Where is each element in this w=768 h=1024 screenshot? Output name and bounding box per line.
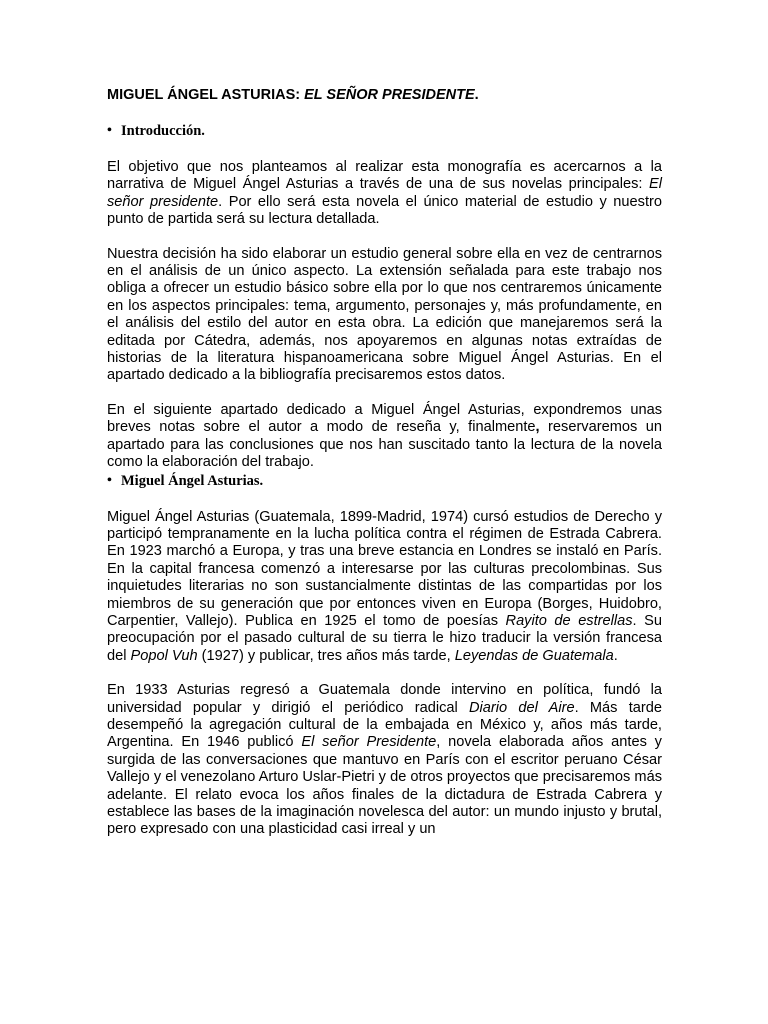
italic-title: Popol Vuh xyxy=(130,647,198,664)
text-run: reservaremos un apartado para las conclusiones que nos han suscitado tanto la lectura de la novela como la elaboración del trabajo. xyxy=(107,419,662,471)
text-run: En el siguiente apartado dedicado a Miguel Ángel Asturias, expondremos unas breves notas sobre el autor a modo de reseña y, finalmente xyxy=(107,401,662,436)
italic-title: El señor Presidente xyxy=(301,734,437,751)
bold-text: , xyxy=(535,419,540,436)
bullet-icon: • xyxy=(107,123,112,138)
section-heading xyxy=(107,472,662,490)
text-run: En 1933 Asturias regresó a Guatemala donde intervino en política, fundó la universidad popular y dirigió el periódico radical xyxy=(107,682,662,716)
paragraph xyxy=(107,509,662,666)
title-main: MIGUEL ÁNGEL ASTURIAS: xyxy=(107,87,305,103)
paragraph xyxy=(107,159,662,229)
text-run: Nuestra decisión ha sido elaborar un estudio general sobre ella en vez de centrarnos en el análisis de un único aspecto. La extensión señalada para este trabajo nos obliga a ofrecer un estudio básico sobre ella por lo que nos centraremos únicamente en los aspectos principales: tema, argumento, personajes y, más profundamente, en el análisis del estilo del autor en esta obra. La edición que manejaremos será la editada por Cátedra, además, nos apoyaremos en algunas notas extraídas de historias de la literatura hispanoamericana sobre Miguel Ángel Asturias. En el apartado dedicado a la bibliografía precisaremos estos datos. xyxy=(107,245,662,384)
text-run: . Su preocupación por el pasado cultural de su tierra le hizo traducir la versión francesa del xyxy=(107,612,662,664)
text-run: Miguel Ángel Asturias (Guatemala, 1899-Madrid, 1974) cursó estudios de Derecho y participó tempranamente en la lucha política contra el régimen de Estrada Cabrera. En 1923 marchó a Europa, y tras una breve estancia en Londres se instaló en París. En la capital francesa comenzó a interesarse por las culturas precolombinas. Sus inquietudes literarias no son sustancialmente distintas de las compartidas por los miembros de su generación que por entonces viven en Europa (Borges, Huidobro, Carpentier, Vallejo). Publica en 1925 el tomo de poesías xyxy=(107,508,662,629)
section-heading-text: Miguel Ángel Asturias. xyxy=(121,472,264,489)
text-run: El objetivo que nos planteamos al realizar esta monografía es acercarnos a la narrativa de Miguel Ángel Asturias a través de una de sus novelas principales: xyxy=(107,159,662,193)
paragraph xyxy=(107,402,662,472)
italic-title: Rayito de estrellas xyxy=(505,612,633,629)
bullet-icon: • xyxy=(107,472,112,488)
section-heading xyxy=(107,122,662,140)
text-run: . Por ello será esta novela el único material de estudio y nuestro punto de partida será su lectura detallada. xyxy=(107,193,662,228)
section-introduccion xyxy=(107,122,662,472)
title-book-italic: EL SEÑOR PRESIDENTE xyxy=(304,87,475,103)
italic-title: El señor presidente xyxy=(107,176,662,210)
text-run: . Más tarde desempeñó la agregación cultural de la embajada en México y, años más tarde, Argentina. En 1946 publicó xyxy=(107,699,662,751)
italic-title: Diario del Aire xyxy=(469,699,575,716)
section-heading-text: Introducción. xyxy=(121,123,205,139)
text-run: . xyxy=(613,647,618,664)
section-miguel-angel-asturias xyxy=(107,472,662,839)
paragraph xyxy=(107,246,662,385)
document-title xyxy=(107,86,662,104)
title-end: . xyxy=(474,87,479,103)
text-run: , novela elaborada años antes y surgida de las conversaciones que mantuvo en París con el escritor peruano César Vallejo y el venezolano Arturo Uslar-Pietri y de otros proyectos que precisaremos más adelante. El relato evoca los años finales de la dictadura de Estrada Cabrera y establece las bases de la imaginación novelesca del autor: un mundo injusto y brutal, pero expresado con una plasticidad casi irreal y un xyxy=(107,734,662,838)
text-run: (1927) y publicar, tres años más tarde, xyxy=(197,647,455,664)
paragraph xyxy=(107,682,662,839)
italic-title: Leyendas de Guatemala xyxy=(454,647,614,664)
